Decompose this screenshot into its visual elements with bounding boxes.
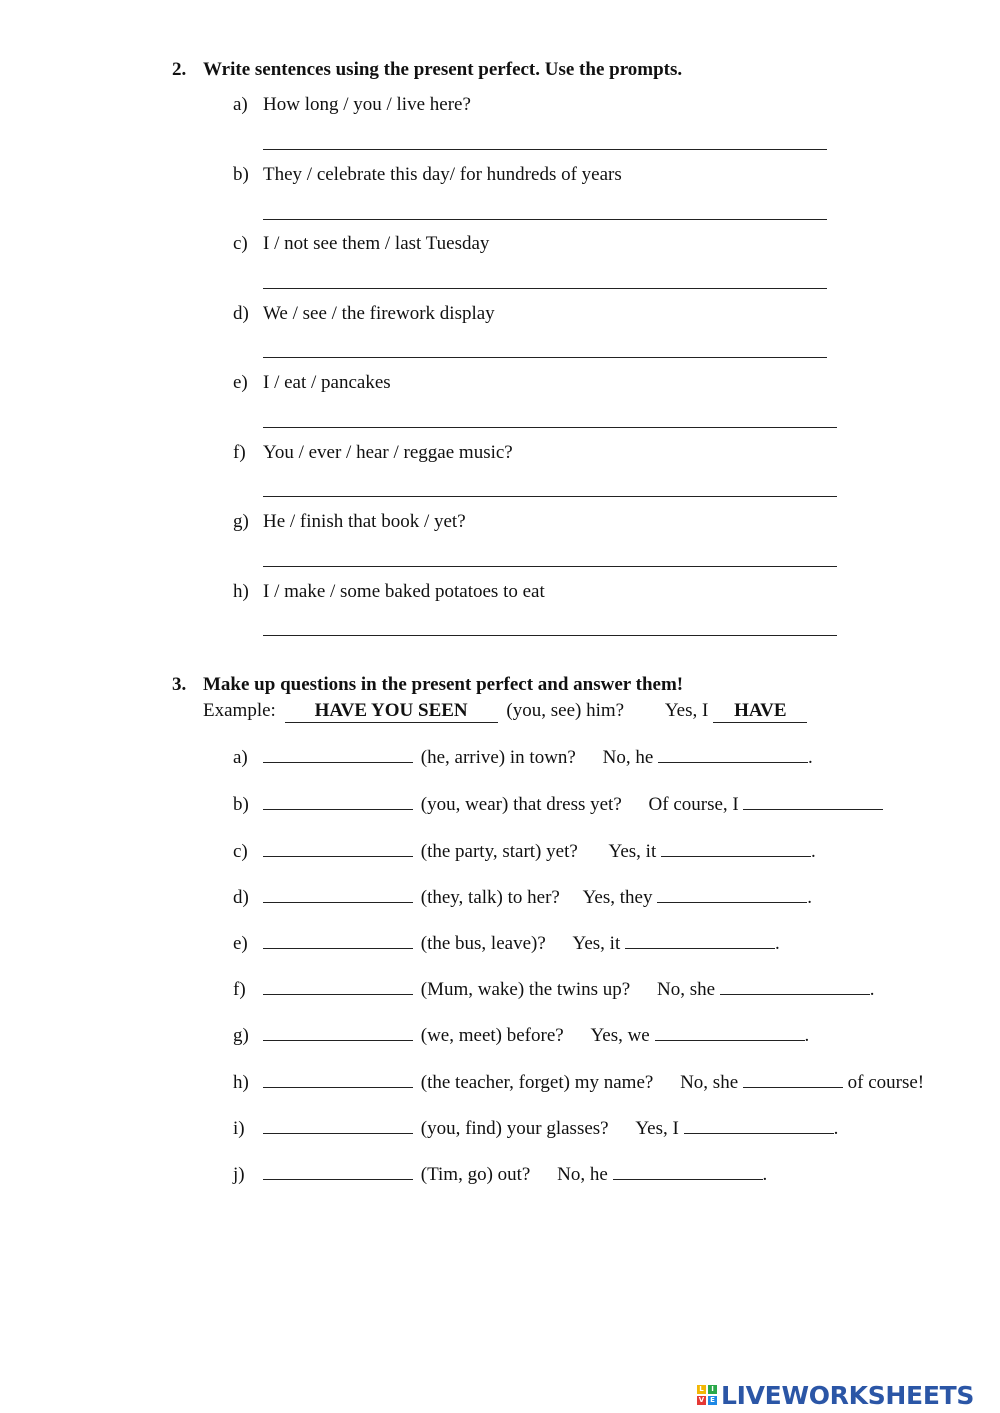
question-blank[interactable]: [263, 746, 413, 763]
section-3-number: 3.: [172, 674, 187, 695]
item-reply: Yes, I: [635, 1118, 679, 1139]
item-reply: No, she: [680, 1072, 739, 1093]
item-letter: h): [233, 581, 249, 602]
item-reply: Yes, we: [590, 1025, 650, 1046]
question-blank[interactable]: [263, 840, 413, 857]
logo-cell: I: [708, 1385, 717, 1394]
liveworksheets-brand: [697, 1378, 974, 1412]
example-row: [203, 700, 807, 723]
answer-blank[interactable]: [661, 840, 811, 857]
answer-blank[interactable]: [657, 886, 807, 903]
question-blank[interactable]: [263, 932, 413, 949]
question-row: [233, 1071, 924, 1094]
item-reply: Of course, I: [648, 794, 739, 815]
item-prompt: (we, meet) before?: [420, 1025, 564, 1046]
question-blank[interactable]: [263, 978, 413, 995]
example-reply-answer: HAVE: [734, 700, 787, 721]
item-reply: Yes, it: [572, 933, 621, 954]
item-letter: e): [233, 933, 248, 954]
question-row: [233, 1163, 767, 1186]
answer-line[interactable]: [263, 427, 837, 428]
question-row: [233, 793, 883, 816]
item-end: .: [807, 887, 812, 908]
item-prompt: (you, find) your glasses?: [420, 1118, 609, 1139]
answer-blank[interactable]: [743, 793, 883, 810]
question-row: [233, 840, 816, 863]
answer-blank[interactable]: [720, 978, 870, 995]
question-row: [233, 886, 812, 909]
item-end: .: [762, 1164, 768, 1185]
item-letter: c): [233, 233, 248, 254]
item-letter: f): [233, 979, 246, 1000]
item-letter: j): [233, 1164, 245, 1185]
answer-blank[interactable]: [743, 1071, 843, 1088]
answer-line[interactable]: [263, 635, 837, 636]
item-letter: d): [233, 303, 249, 324]
item-end: .: [775, 933, 780, 954]
answer-line[interactable]: [263, 496, 837, 497]
answer-line[interactable]: [263, 357, 827, 358]
example-reply-blank: [713, 700, 806, 723]
answer-line[interactable]: [263, 566, 837, 567]
item-letter: f): [233, 442, 246, 463]
item-prompt: I / not see them / last Tuesday: [263, 233, 490, 254]
item-letter: i): [233, 1118, 245, 1139]
section-2-title: Write sentences using the present perfect. Use the prompts.: [203, 59, 683, 80]
item-letter: a): [233, 94, 248, 115]
item-reply: Yes, it: [608, 841, 657, 862]
item-reply: No, he: [557, 1164, 608, 1185]
question-blank[interactable]: [263, 886, 413, 903]
answer-line[interactable]: [263, 149, 827, 150]
section-3-title: Make up questions in the present perfect and answer them!: [203, 674, 684, 695]
question-row: [233, 746, 813, 769]
question-row: [233, 978, 875, 1001]
item-end: .: [804, 1025, 810, 1046]
item-prompt: You / ever / hear / reggae music?: [263, 442, 513, 463]
item-reply: No, he: [602, 747, 654, 768]
item-prompt: (they, talk) to her?: [420, 887, 560, 908]
item-prompt: (the teacher, forget) my name?: [420, 1072, 654, 1093]
item-prompt: I / make / some baked potatoes to eat: [263, 581, 545, 602]
item-prompt: He / finish that book / yet?: [263, 511, 466, 532]
answer-blank[interactable]: [658, 746, 808, 763]
example-reply-start: Yes, I: [664, 700, 709, 721]
item-prompt: (the bus, leave)?: [420, 933, 546, 954]
item-prompt: We / see / the firework display: [263, 303, 495, 324]
item-letter: h): [233, 1072, 249, 1093]
logo-cell: L: [697, 1385, 706, 1394]
logo-cell: V: [698, 1396, 705, 1404]
item-end: .: [811, 841, 816, 862]
item-end: .: [808, 747, 813, 768]
item-prompt: (he, arrive) in town?: [420, 747, 576, 768]
question-blank[interactable]: [263, 1117, 413, 1134]
section-2-number: 2.: [172, 59, 187, 80]
item-prompt: (the party, start) yet?: [420, 841, 578, 862]
item-reply: Yes, they: [582, 887, 653, 908]
item-prompt: (you, wear) that dress yet?: [420, 794, 622, 815]
question-row: [233, 1024, 809, 1047]
logo-cell: E: [708, 1396, 717, 1405]
item-end: of course!: [847, 1072, 925, 1093]
item-letter: b): [233, 164, 249, 185]
item-end: .: [869, 979, 875, 1000]
example-question-answer: HAVE YOU SEEN: [314, 700, 468, 721]
item-letter: c): [233, 841, 248, 862]
item-reply: No, she: [656, 979, 716, 1000]
item-prompt: They / celebrate this day/ for hundreds of years: [263, 164, 622, 185]
item-letter: g): [233, 511, 249, 532]
question-row: [233, 1117, 838, 1140]
item-end: .: [833, 1118, 839, 1139]
answer-line[interactable]: [263, 288, 827, 289]
item-letter: d): [233, 887, 249, 908]
example-label: Example:: [203, 700, 276, 721]
question-blank[interactable]: [263, 1024, 413, 1041]
example-question-blank: [285, 700, 498, 723]
item-letter: g): [233, 1025, 249, 1046]
item-prompt: (Tim, go) out?: [420, 1164, 531, 1185]
example-middle: (you, see) him?: [506, 700, 625, 721]
item-letter: b): [233, 794, 249, 815]
answer-blank[interactable]: [613, 1163, 763, 1180]
item-prompt: I / eat / pancakes: [263, 372, 391, 393]
answer-blank[interactable]: [655, 1024, 805, 1041]
answer-line[interactable]: [263, 219, 827, 220]
question-blank[interactable]: [263, 1071, 413, 1088]
item-prompt: (Mum, wake) the twins up?: [420, 979, 631, 1000]
item-prompt: How long / you / live here?: [263, 94, 471, 115]
question-row: [233, 932, 780, 955]
item-letter: a): [233, 747, 248, 768]
item-letter: e): [233, 372, 248, 393]
answer-blank[interactable]: [684, 1117, 834, 1134]
liveworksheets-logo-icon: [697, 1385, 717, 1405]
answer-blank[interactable]: [625, 932, 775, 949]
brand-name: LIVEWORKSHEETS: [721, 1380, 975, 1410]
question-blank[interactable]: [263, 1163, 413, 1180]
question-blank[interactable]: [263, 793, 413, 810]
